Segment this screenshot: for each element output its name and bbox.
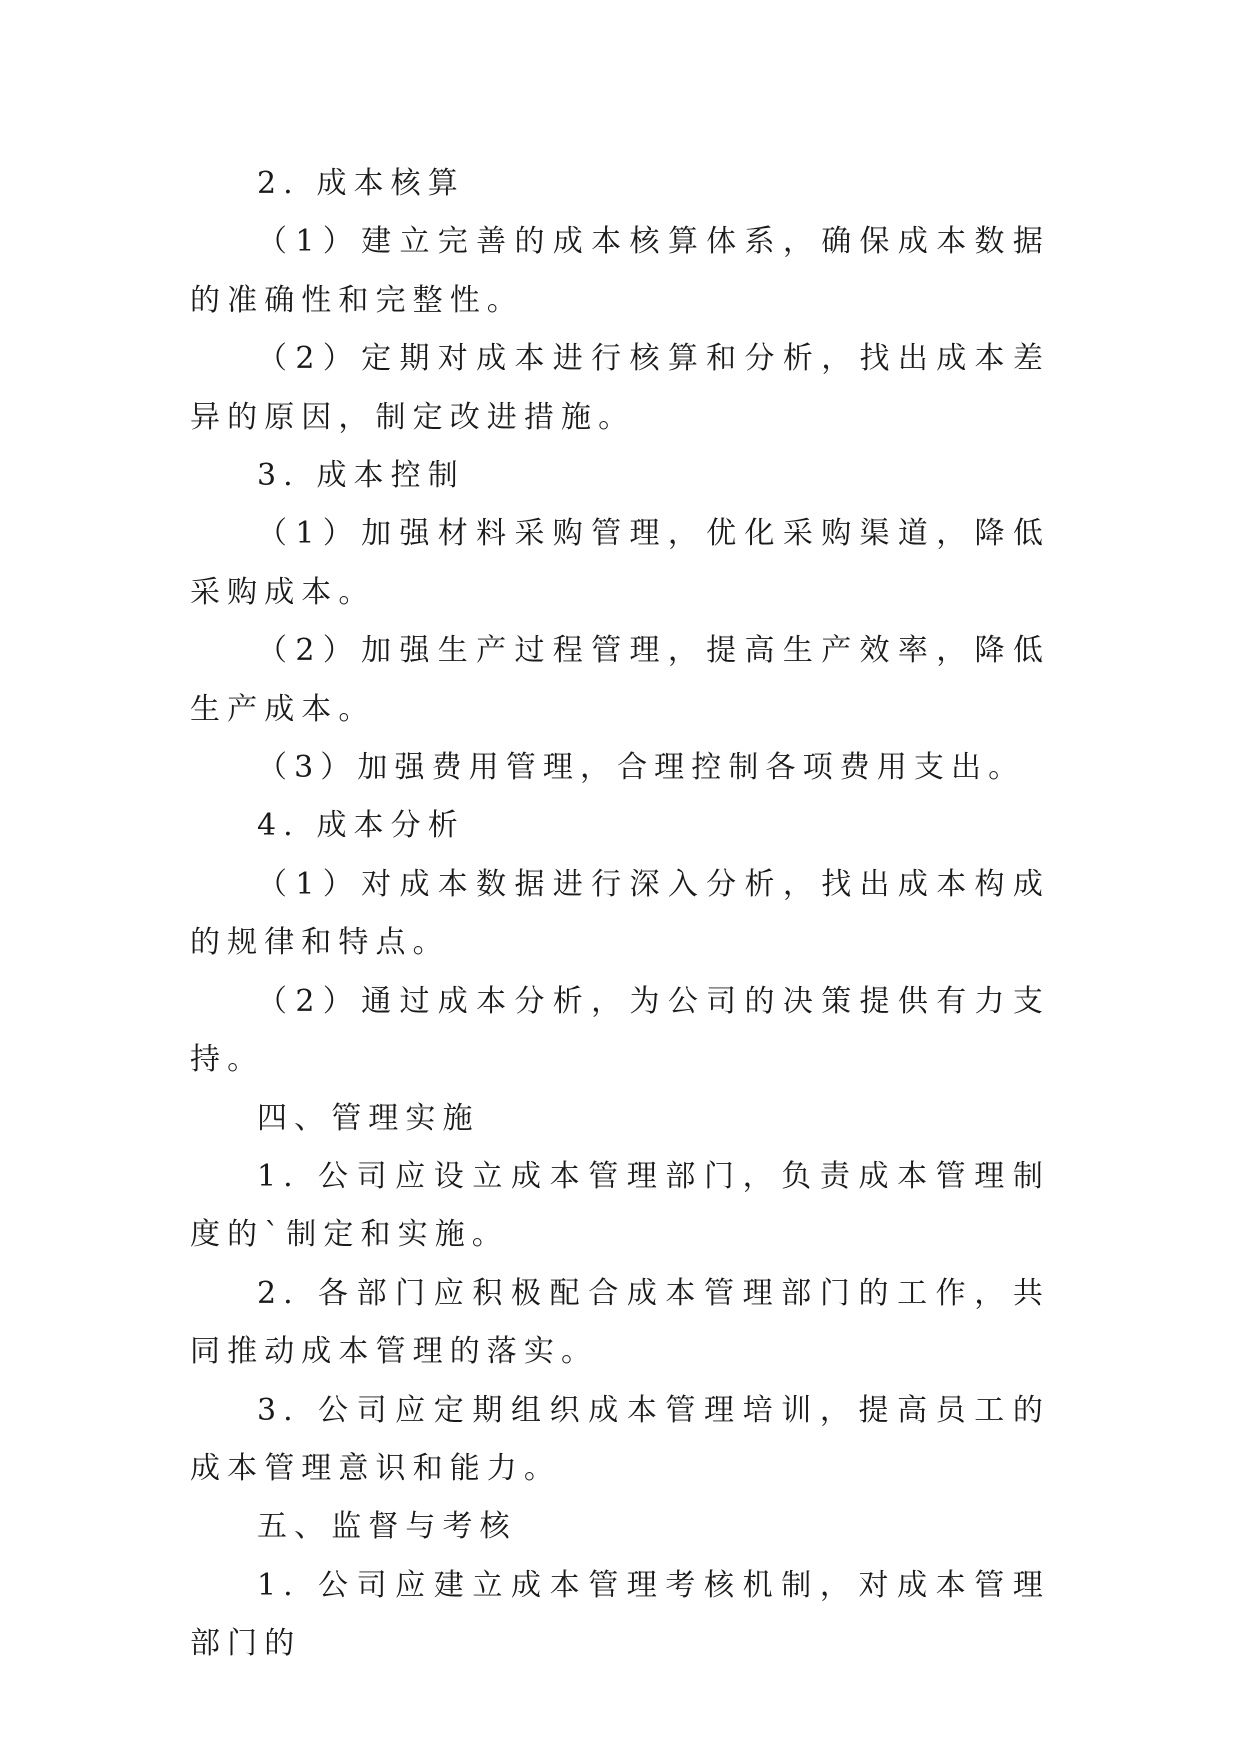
section-heading-cost-accounting: 2. 成本核算 [257, 166, 465, 201]
paragraph: （2）通过成本分析，为公司的决策提供有力支持。 [190, 983, 1050, 1078]
chapter-heading-implementation: 四、管理实施 [257, 1100, 480, 1136]
paragraph: （2）定期对成本进行核算和分析，找出成本差异的原因，制定改进措施。 [190, 341, 1050, 435]
paragraph: （1）对成本数据进行深入分析，找出成本构成的规律和特点。 [190, 866, 1050, 961]
paragraph: 1. 公司应设立成本管理部门，负责成本管理制度的`制定和实施。 [190, 1158, 1050, 1253]
paragraph: 1. 公司应建立成本管理考核机制，对成本管理部门的 [190, 1567, 1050, 1662]
section-heading-cost-analysis: 4. 成本分析 [257, 808, 465, 844]
document-body [190, 155, 1050, 1674]
paragraph: （1）加强材料采购管理，优化采购渠道，降低采购成本。 [190, 516, 1050, 610]
paragraph: （3）加强费用管理，合理控制各项费用支出。 [257, 750, 1026, 786]
paragraph: 2. 各部门应积极配合成本管理部门的工作，共同推动成本管理的落实。 [190, 1275, 1050, 1370]
paragraph: （2）加强生产过程管理，提高生产效率，降低生产成本。 [190, 633, 1050, 727]
paragraph: （1）建立完善的成本核算体系，确保成本数据的准确性和完整性。 [190, 224, 1050, 318]
chapter-heading-supervision: 五、监督与考核 [257, 1509, 517, 1545]
paragraph: 3. 公司应定期组织成本管理培训，提高员工的成本管理意识和能力。 [190, 1392, 1050, 1486]
section-heading-cost-control: 3. 成本控制 [257, 458, 465, 494]
